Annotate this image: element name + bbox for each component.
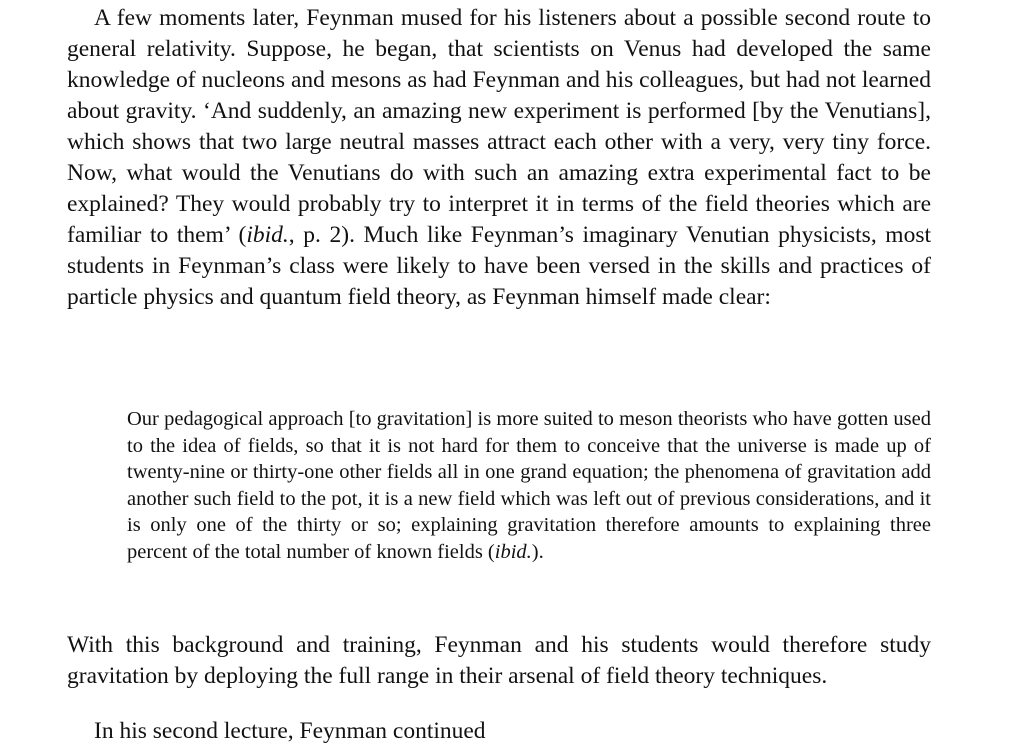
quote-text: Our pedagogical approach [to gravitation] is more suited to meson theorists who have gotten used to the idea of fields, so that it is not hard for them to conceive that the universe is made up of twenty-nine or thirty-one other fields all in one grand equation; the phenomena of gravitation add another such field to the pot, it is a new field which was left out of previous considerations, and it is only one of the thirty or so; explaining gravitation therefore amounts to explaining three percent of the total number of known fields ( — [127, 408, 931, 563]
clipped-next-paragraph — [67, 716, 931, 747]
paragraph-text-continued: , p. 2). Much like Feynman’s imaginary Venutian physicists, most students in Feynman’s class were likely to have been versed in the skills and practices of particle physics and quantum field theory, as Feynman himself made clear: — [67, 222, 931, 310]
body-paragraph-background — [67, 630, 931, 692]
block-quote — [127, 406, 931, 565]
paragraph-text: In his second lecture, Feynman continued — [94, 718, 486, 744]
paragraph-text: A few moments later, Feynman mused for his listeners about a possible second route to general relativity. Suppose, he began, that scientists on Venus had developed the same knowledge of nucleons and mesons as had Feynman and his colleagues, but had not learned about gravity. ‘And suddenly, an amazing new experiment is performed [by the Venutians], which shows that two large neutral masses attract each other with a very, very tiny force. Now, what would the Venutians do with such an amazing extra experimental fact to be explained? They would probably try to interpret it in terms of the field theories which are familiar to them’ ( — [67, 5, 931, 248]
quote-citation-ibid: ibid. — [494, 540, 532, 563]
paragraph-text: With this background and training, Feynman and his students would therefore study gravitation by deploying the full range in their arsenal of field theory techniques. — [67, 632, 931, 689]
quote-closing: ). — [531, 540, 544, 563]
citation-ibid: ibid. — [246, 222, 289, 248]
body-paragraph-venutians — [67, 3, 931, 313]
